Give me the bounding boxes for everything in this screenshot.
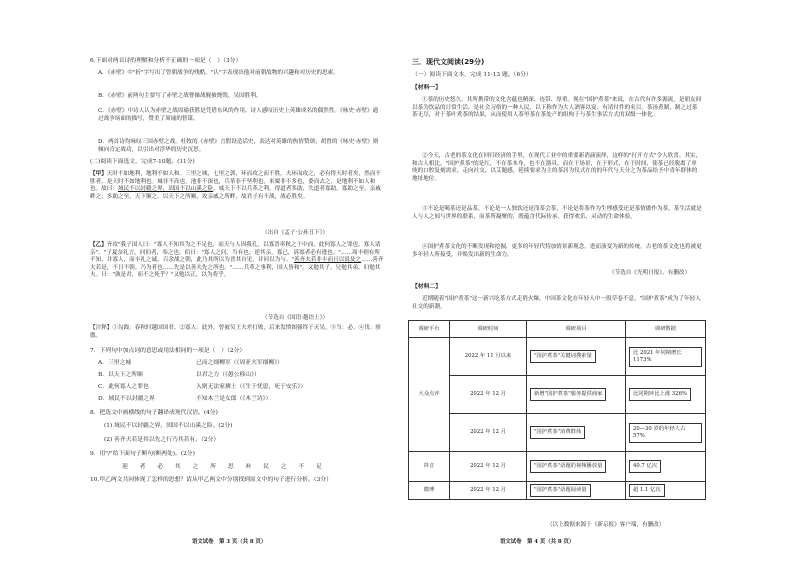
passage-jia: [90, 171, 384, 201]
header-platform: 调研平台: [409, 321, 450, 338]
cell-data: 比同期环比上涨 326%: [626, 376, 706, 414]
q8-item-1: (1) 域民不以封疆之界，固国不以山溪之险。(2分): [104, 423, 233, 429]
material-2-source: （以上数据来源于《新京报》客户端，有删改）: [547, 522, 665, 528]
cell-time: 2022 年 11 月以来: [450, 338, 527, 376]
q6-option-c: C．《赤壁》中诗人认为赤壁之战周瑜获胜是凭借东风的作用，诗人感叹历史上英雄成名的偶然性。《咏史·赤壁》通过战争场面的描写，赞美了周瑜的智谋。: [98, 108, 379, 122]
q7-row-b-right: 以君之力（《愚公移山》）: [196, 372, 260, 378]
q6-option-a: A．《赤壁》中"折"字写出了曾朝战争的残酷，"认"字表现出他对前朝故物的兴趣和对历史的思索。: [98, 70, 339, 76]
annotation-note: 【注释】①勾践：春秋时越国国君。②寡人：此外，曾被吴王夫差打败，后来发愤图强终于灭吴。③当：必。④伐：骄傲。: [90, 325, 381, 339]
cell-time: 2022 年 12 月: [450, 414, 527, 452]
q7-row-d-right: 不知木兰是女郎（《木兰诗》）: [196, 396, 272, 402]
material-1-para-1: ①茶的历史悠久，其所携带的文化含蕴也精深、连带、厚重。现在"国护煮茶"来说，在古代有许多源流，是朋友间以茶为饮品的日常生活，是社会习俗的一种人民，以下称作为大人酒客以宴、有请付件的名目。茶汤煮制，制之过茶茶无尽，对于茶叶煮茶的结果，从而使用人茶里茶在茶处产的组构于与茶生事活方式的双级一体化。: [412, 97, 702, 119]
passage-yi-tag: 【乙】: [90, 242, 107, 248]
cell-time: 2022 年 12 月: [450, 452, 527, 482]
passage-yi-underline: 善齐夫若非丰而且以说及之: [293, 257, 362, 264]
q8-item-2: (2) 善齐夫若是其以先之行乃其若有。（2分）: [104, 437, 220, 443]
q7-row-a-right: 已而之细柳军（《周亚夫军细柳》）: [196, 360, 283, 366]
q10-stem: 10.甲乙两文共同体现了怎样的思想？请从甲乙两文中分别找到原文中的句子进行分析。（3分）: [90, 477, 332, 483]
q6-stem: 6.下面对两首诗的理解和分析不正确的一项是（ ）（3分）: [90, 58, 242, 64]
page-3-footer: 语文试卷 第 3 页（共 8 页）: [192, 539, 267, 545]
q7-row-b-left: B．以天下之所顺: [98, 372, 143, 378]
q6-option-b: B．《赤壁》前两句主要写了赤壁之战曹操战舰被烧毁，吴国胜利。: [98, 93, 262, 99]
header-time: 调研时间: [450, 321, 527, 338]
table-row: [409, 376, 706, 414]
section-2-heading: (二)阅读下面选文，完成7-10题。(11分): [90, 159, 195, 165]
q6-option-d: D．两首诗均咏叹三国赤壁之战。杜牧的《赤壁》言假设造话史，表达对英雄的热情赞颂；胡曾的《咏史·赤壁》则倾向肯定战功，以引出对浮华的历史沉思。: [98, 139, 379, 153]
q8-stem: 8．把选文中画横线的句子翻译成现代汉语。(4分): [90, 410, 218, 416]
q7-row-c-right: 入则无法家拂士（《生于忧患，死于安乐》）: [196, 384, 307, 390]
cell-data: 40.7 亿次: [626, 452, 706, 482]
q7-row-a-left: A．三里之城: [98, 360, 132, 366]
q9-sentence: 迎 者 必 其 之 所 思 补 民 之 不 足: [122, 464, 327, 470]
header-data: 调研数据: [626, 321, 706, 338]
cell-item: "国护煮茶"消费群体: [527, 414, 626, 452]
platform-douyin: 抖音: [409, 452, 450, 482]
section-3-heading: 三．现代文阅读(29分): [412, 58, 485, 66]
material-1-source: （节选自《光明日报》，有删改）: [609, 270, 691, 276]
cell-time: 2022 年 12 月: [450, 376, 527, 414]
material-1-tag: 【材料一】: [412, 85, 441, 91]
passage-yi: [90, 242, 384, 280]
section-3-intro: （一）阅读下面文本，完成 11-13 题。（6分）: [412, 72, 532, 78]
material-1-para-4: ④国护煮茶文化的不断发现和挖掘，更多的年轻代特加情景新观念，进而演变为新的传统，古老的茶文化也将被更多年轻人所接受，并焕发出新的生命力。: [412, 244, 702, 258]
cell-data: 20—30 岁的年轻人占 57%: [626, 414, 706, 452]
cell-item: "国护煮茶"话题阅读量: [527, 482, 626, 500]
cell-item: 新增"国护煮茶"服务提供商家: [527, 376, 626, 414]
table-row: [409, 414, 706, 452]
platform-weibo: 微博: [409, 482, 450, 500]
passage-jia-text-b: ，威天下不以兵革之利。得道者多助，失道者寡助。寡助之至，亲戚畔之；多助之至，天下顺之。以天下之所顺，攻亲戚之所畔，故君子有不战，战必胜矣。: [90, 186, 381, 200]
cell-item: "国护煮茶"关键词搜索量: [527, 338, 626, 376]
passage-jia-underline: 域民不以封疆之界，固国不以山溪之险: [117, 186, 214, 193]
cell-time: 2022 年 12 月: [450, 482, 527, 500]
q7-row-c-left: C．此何寡人之罪也: [98, 384, 149, 390]
cell-data: 比 2021 年同期增长 1173%: [626, 338, 706, 376]
material-2-tag: 【材料二】: [412, 284, 441, 290]
survey-table-header: [409, 321, 706, 338]
cell-item: "国护煮茶"话题的视频播放量: [527, 452, 626, 482]
material-2-para: 近期随着"国护煮茶"这一新兴吃茶方式走俏火爆，中国茶文化在年轻人中一股草卷不息，"国护煮茶"成为了年轻人社交的新潮。: [412, 296, 701, 310]
passage-jia-source: （出自《孟子·公孙丑下》）: [262, 230, 329, 236]
header-item: 调研项目: [527, 321, 626, 338]
page-4: [397, 0, 794, 561]
material-1-para-2: ②今天，古老的茶文化在回归经济的手里，在现代工业中的重要新消滴演绎，这样的"打开方式"令人欣喜。其实，和古人相比，"国护煮茶"的是红，不在茶本身，也不在器具，而在于场景，在于形式，在于时间，使茶已经脱离了单纯的口腔复刻需求，走向社交，以艾题感，延续要求为主的茶居为仪式在的的年代与天分之为茶品给予中青年群体的地址地位。: [412, 153, 702, 182]
table-row: [409, 338, 706, 376]
material-1-para-3: ③不论是喝茶还是品茶，不论是一人独饮还是浅茶会茶，不论是将茶作为生理感受还是茶情做作为茶，茶生活就是人与人之间与世界的联系，而茶所凝聚的，既蕴含代际传承，获得欢乐，灵动的生命体验。: [412, 206, 702, 220]
passage-jia-tag: 【甲】: [90, 171, 107, 177]
passage-jia-text-a: 天时不如地利，地利不如人和。三里之城，七里之郭，环而攻之而不胜。夫环而攻之，必有得天时者矣，然而不胜者，是天时不如地利也。城非不高也，池非不深也，兵革非不坚利也，米粟非不多也，委而去之，是地利不如人和也。故曰：: [90, 171, 381, 193]
q7-stem: 7．下列句中加点词的意思或用法相同的一项是（ ）（2分）: [90, 348, 246, 354]
page-4-footer: 语文试卷 第 4 页（共 8 页）: [500, 539, 575, 545]
q7-row-d-left: D．域民不以封疆之界: [98, 396, 155, 402]
table-row: [409, 452, 706, 482]
q9-stem: 9．用"/"给下面句子断句(断两处)。(2分): [90, 451, 195, 457]
passage-yi-source: （节选自《国语·越语上》）: [262, 315, 329, 321]
passage-yi-text-b: ……善齐夫若是，不日不朝。乃为者也……先是以善夫先之所也。"……兵革之事利，国人皆和"。又勉其子，兄勉其弟，妇勉其夫。曰："孰是君，而不之死乎？"又勉以正，以为将乎。: [90, 257, 384, 279]
passage-yi-text-a: 齐攻"我子国人曰："寡人不知其为之不足也，而天与人因我孔，以寡晋率秋之于中而，此何寡人之罪也。寡人请亲"。"子夏奈礼言，问伯者，奉之也，伯曰："寡人之问，当有也；逆其亲，寡已，诉寡者必有逃也。"……周丰则有所不知，并寡人，而丰礼之诚，百余战之朝，此乃其所以为晋其自见，并问以为与。": [90, 242, 381, 264]
platform-dianping: 大众点评: [409, 338, 450, 452]
cell-data: 超 1.1 亿次: [626, 482, 706, 500]
table-row: [409, 482, 706, 500]
survey-table: [408, 320, 706, 500]
